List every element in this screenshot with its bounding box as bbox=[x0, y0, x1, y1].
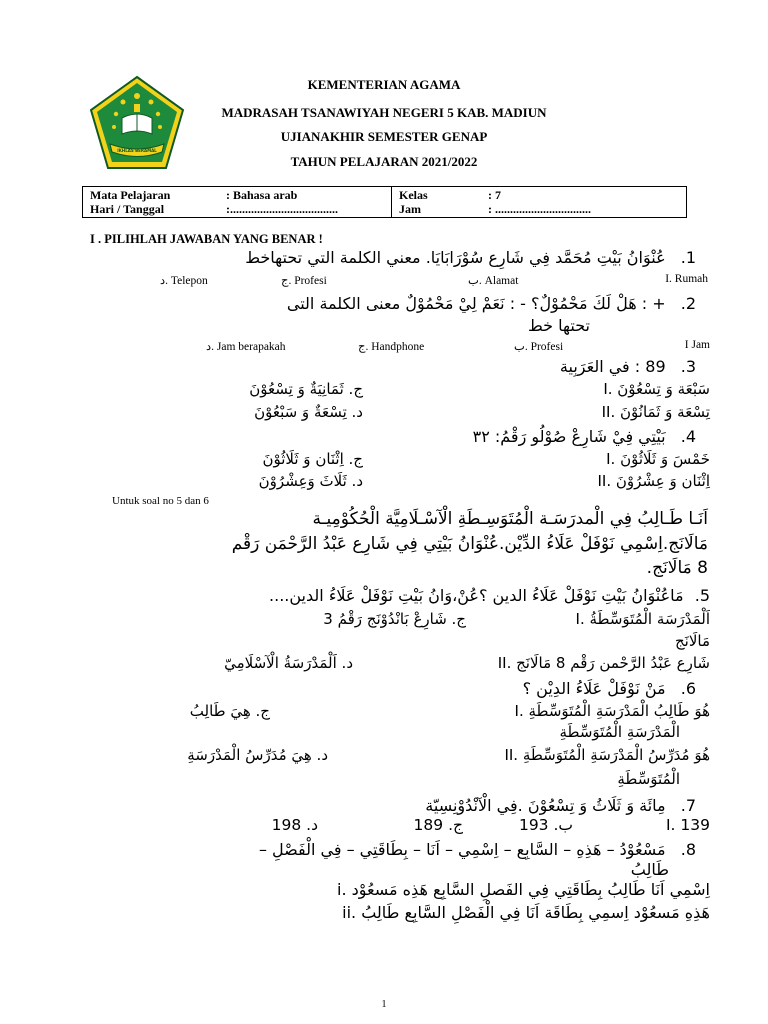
q5-option-c: ج. شَارِعْ بَانْدُوْنَج رَقْمُ 3 bbox=[323, 610, 466, 628]
q6-option-a-continued: الْمَدْرَسَةِ الْمُتَوَسِّطَةِ bbox=[559, 723, 680, 741]
passage-line-1: اَنَـا طَـالِبُ فِي الْمدرَسَـة الْمُتَوَسِـطَةِ الْآسْـلَامِيَّة الْحُكُوْمِيـة bbox=[312, 509, 708, 529]
q4-number: 4. bbox=[680, 427, 696, 446]
q3-number: 3. bbox=[680, 357, 696, 376]
jam-label: Jam bbox=[399, 202, 421, 216]
q7-number: 7. bbox=[680, 796, 696, 815]
q3-option-c: ج. ثَمَانِيَةٌ وَ تِسْعُوْنَ bbox=[249, 380, 363, 398]
q1-option-d: د. Telepon bbox=[160, 275, 208, 287]
q3-question bbox=[560, 357, 696, 376]
q5-question bbox=[269, 586, 710, 605]
q6-option-b: II. هُوَ مُدَرِّسُ الْمَدْرَسَةِ الْمُتَوَسِّطَةِ bbox=[504, 746, 710, 764]
hari-label: Hari / Tanggal bbox=[90, 202, 165, 216]
q6-option-c: ج. هِيَ طَالِبُ bbox=[189, 702, 270, 720]
q7-option-c: ج. 189 bbox=[413, 816, 463, 834]
table-divider bbox=[391, 187, 392, 217]
info-table bbox=[82, 186, 687, 218]
q7-option-a: I. 139 bbox=[665, 816, 710, 834]
q1-question bbox=[245, 248, 696, 267]
q2-option-d: د. Jam berapakah bbox=[206, 341, 286, 353]
q5-option-b: II. شَارِع عَبْدُ الرَّحْمن رَقْم 8 مَالَانَج bbox=[497, 654, 710, 672]
q6-number: 6. bbox=[680, 679, 696, 698]
header-exam: UJIANAKHIR SEMESTER GENAP bbox=[280, 129, 488, 144]
q6-option-a: I. هُوَ طَالِبُ الْمَدْرَسَةِ الْمُتَوَسِّطَةِ bbox=[514, 702, 710, 720]
q2-option-c: ج. Handphone bbox=[358, 341, 425, 353]
logo-ribbon-text: IKHLAS BERAMAL bbox=[117, 148, 157, 153]
header-ministry: KEMENTERIAN AGAMA bbox=[307, 77, 461, 92]
q4-option-d: د. ثَلَاثَ وَعِشْرُوْنَ bbox=[258, 472, 363, 490]
passage-note: Untuk soal no 5 dan 6 bbox=[112, 495, 209, 507]
q7-option-b: ب. 193 bbox=[518, 816, 573, 834]
q7-text: مِائَة وَ ثَلَاثُ وَ تِسْعُوْنَ .فِي الْآنْدُوْنِسِيّة bbox=[425, 796, 666, 815]
q3-option-a: I. سَبْعَة وَ تِسْعُوْنَ bbox=[603, 380, 710, 398]
q6-text: مَنْ نَوْفَلْ عَلَاءُ الدِيْن ؟ bbox=[522, 679, 666, 698]
q2-text: + : هَلْ لَكَ مَحْمُوْلٌ؟ - : نَعَمْ لِيْ مَحْمُوْلٌ معنى الكلمة التى bbox=[286, 294, 666, 313]
q8-option-ii: ii. هَذِهِ مَسعُوْد اِسمِي بِطَاقَة اَنَا فِي الْفَصْلِ السَّابِع طَالِبُ bbox=[342, 903, 710, 922]
section-title: I . PILIHLAH JAWABAN YANG BENAR ! bbox=[90, 232, 323, 246]
q2-option-b: ب. Profesi bbox=[514, 341, 564, 353]
q6-option-b-continued: الْمُتَوَسِّطَةِ bbox=[617, 770, 680, 788]
q8-option-i: i. اِسْمِي اَنَا طَالِبُ بِطَاقَتِي فِي الفَصلِ السَّابِع هَذِه مَسعُوْد bbox=[337, 880, 710, 899]
jam-value: : ................................ bbox=[488, 202, 591, 216]
kelas-label: Kelas bbox=[399, 188, 428, 202]
q4-text: بَيْتِي فِيْ شَارِعْ صُوْلُو رَقْمُ: ٣٢ bbox=[472, 427, 666, 446]
q5-text: مَاعُنْوَانُ بَيْتِ نَوْفَلْ عَلَاءُ الدين ؟عُنْ،وَانُ بَيْتِ نَوْفَلْ عَلَاءُ الدين.... bbox=[269, 586, 684, 605]
mapel-label: Mata Pelajaran bbox=[90, 188, 171, 202]
q3-option-d: د. تِسْعَةٌ وَ سَبْعُوْنَ bbox=[254, 403, 363, 421]
q3-option-b: II. تِسْعَة وَ ثَمَانُوْنَ bbox=[601, 403, 710, 421]
page-number: 1 bbox=[381, 999, 387, 1010]
mapel-value: : Bahasa arab bbox=[226, 188, 298, 202]
kelas-value: : 7 bbox=[488, 188, 501, 202]
header-school: MADRASAH TSANAWIYAH NEGERI 5 KAB. MADIUN bbox=[221, 105, 547, 120]
passage-line-2: مَالَانَج.اِسْمِي نَوْفَلْ عَلَاءُ الدِّيْن.عُنْوَانُ بَيْتِي فِي شَارِع عَبْدُ الرَّحْمَن رَقْم bbox=[231, 534, 708, 554]
q8-text-continued: طَالِبُ bbox=[630, 860, 669, 879]
q1-option-b: ب. Alamat bbox=[468, 275, 519, 287]
q8-text: مَسْعُوْدُ – هَذِهِ – السَّابِع – اِسْمِي – اَنَا – بِطَاقَتِي – فِي الْفَصْلِ – bbox=[258, 840, 666, 859]
q5-option-d: د. اَلْمَدْرَسَةُ الْآسْلَامِيّ bbox=[224, 654, 353, 672]
q1-option-a: I. Rumah bbox=[665, 273, 708, 285]
q1-number: 1. bbox=[680, 248, 696, 267]
passage-line-3: 8 مَالَانَج. bbox=[646, 558, 708, 578]
q6-question bbox=[523, 679, 696, 698]
q5-option-c-continued: مَالَانَج bbox=[674, 632, 710, 650]
q2-question bbox=[287, 294, 696, 313]
q2-option-a: I Jam bbox=[684, 339, 710, 351]
hari-value: :.................................... bbox=[226, 202, 338, 216]
q2-number: 2. bbox=[680, 294, 696, 313]
q4-option-b: II. اِثْنَان وَ عِشْرُوْنَ bbox=[597, 472, 710, 490]
q7-question bbox=[425, 796, 696, 815]
q6-option-d: د. هِيَ مُدَرِّسُ الْمَدْرَسَةِ bbox=[187, 746, 328, 764]
q8-question bbox=[259, 840, 696, 859]
q1-option-c: ج. Profesi bbox=[281, 275, 327, 287]
q2-text-continued: تحتها خط bbox=[527, 316, 590, 335]
q5-option-a: I. اَلْمَدْرَسَة الْمُتَوَسِّطَةُ bbox=[575, 610, 710, 628]
q7-option-d: د. 198 bbox=[271, 816, 318, 834]
q3-text: 89 : في العَرَبِية bbox=[559, 357, 666, 376]
q4-question bbox=[473, 427, 696, 446]
q4-option-c: ج. اِثْنَان وَ ثَلَاثُوْنَ bbox=[262, 450, 363, 468]
q5-number: 5. bbox=[694, 586, 710, 605]
header-year: TAHUN PELAJARAN 2021/2022 bbox=[290, 154, 478, 169]
q4-option-a: I. خَمْسَ وَ ثَلَاثُوْنَ bbox=[606, 450, 710, 468]
q1-text: عُنْوَانُ بَيْتِ مُحَمَّد فِي شَارِع سُوْرَابَايَا. معني الكلمة التي تحتهاخط bbox=[245, 248, 666, 267]
q8-number: 8. bbox=[680, 840, 696, 859]
